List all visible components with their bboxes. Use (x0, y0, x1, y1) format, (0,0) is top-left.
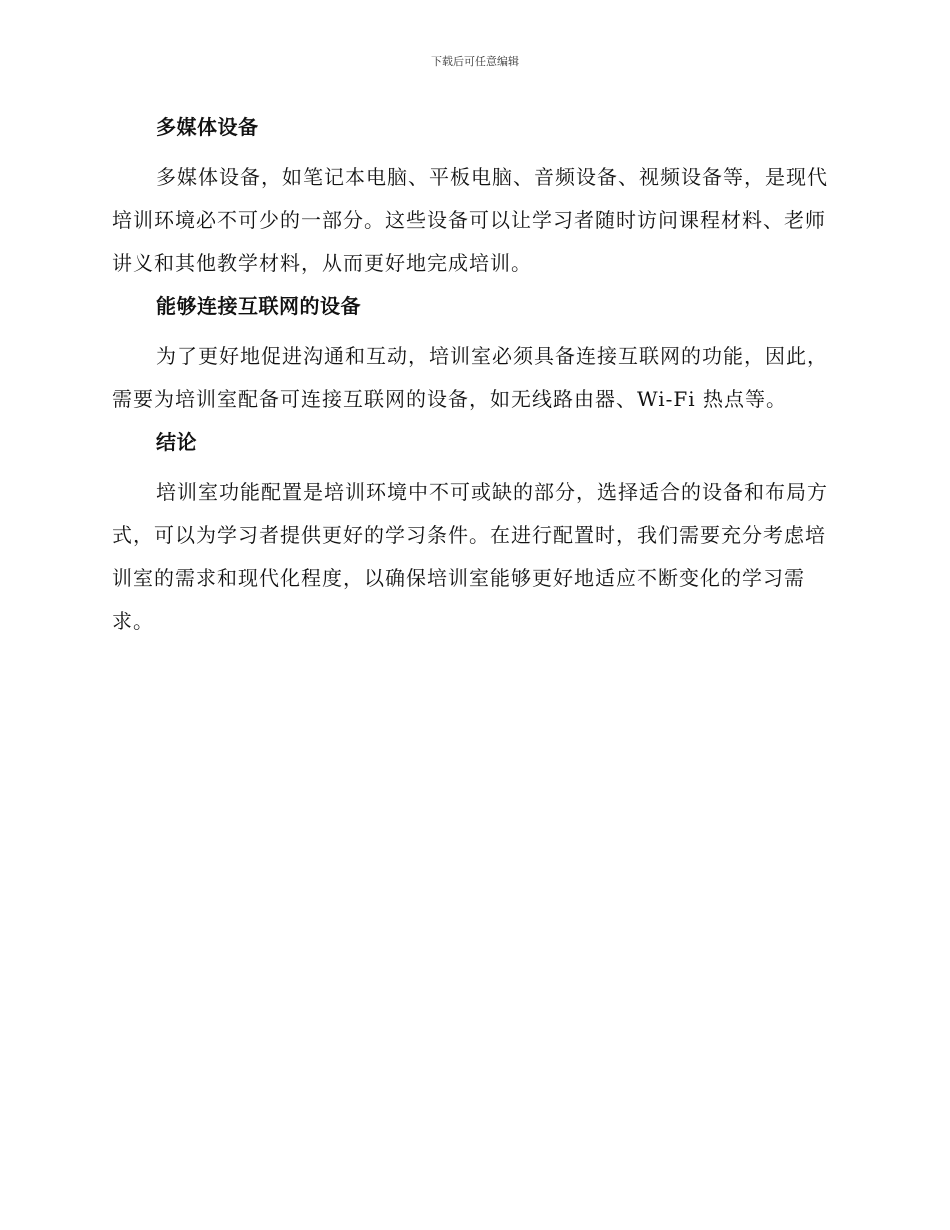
section-paragraph: 为了更好地促进沟通和互动，培训室必须具备连接互联网的功能，因此，需要为培训室配备可连接互联网的设备，如无线路由器、Wi-Fi 热点等。 (112, 344, 828, 411)
section-internet-devices (112, 291, 832, 421)
section-heading: 能够连接互联网的设备 (156, 294, 361, 318)
section-paragraph: 培训室功能配置是培训环境中不可或缺的部分，选择适合的设备和布局方式，可以为学习者提供更好的学习条件。在进行配置时，我们需要充分考虑培训室的需求和现代化程度，以确保培训室能够更好地适应不断变化的学习需求。 (112, 480, 828, 633)
section-heading: 多媒体设备 (156, 115, 259, 139)
page-header: 下载后可任意编辑 (431, 55, 519, 68)
document-body (112, 112, 832, 649)
section-heading: 结论 (156, 430, 197, 454)
section-conclusion (112, 427, 832, 643)
section-multimedia-devices (112, 112, 832, 285)
section-paragraph: 多媒体设备，如笔记本电脑、平板电脑、音频设备、视频设备等，是现代培训环境必不可少的一部分。这些设备可以让学习者随时访问课程材料、老师讲义和其他教学材料，从而更好地完成培训。 (112, 165, 828, 275)
